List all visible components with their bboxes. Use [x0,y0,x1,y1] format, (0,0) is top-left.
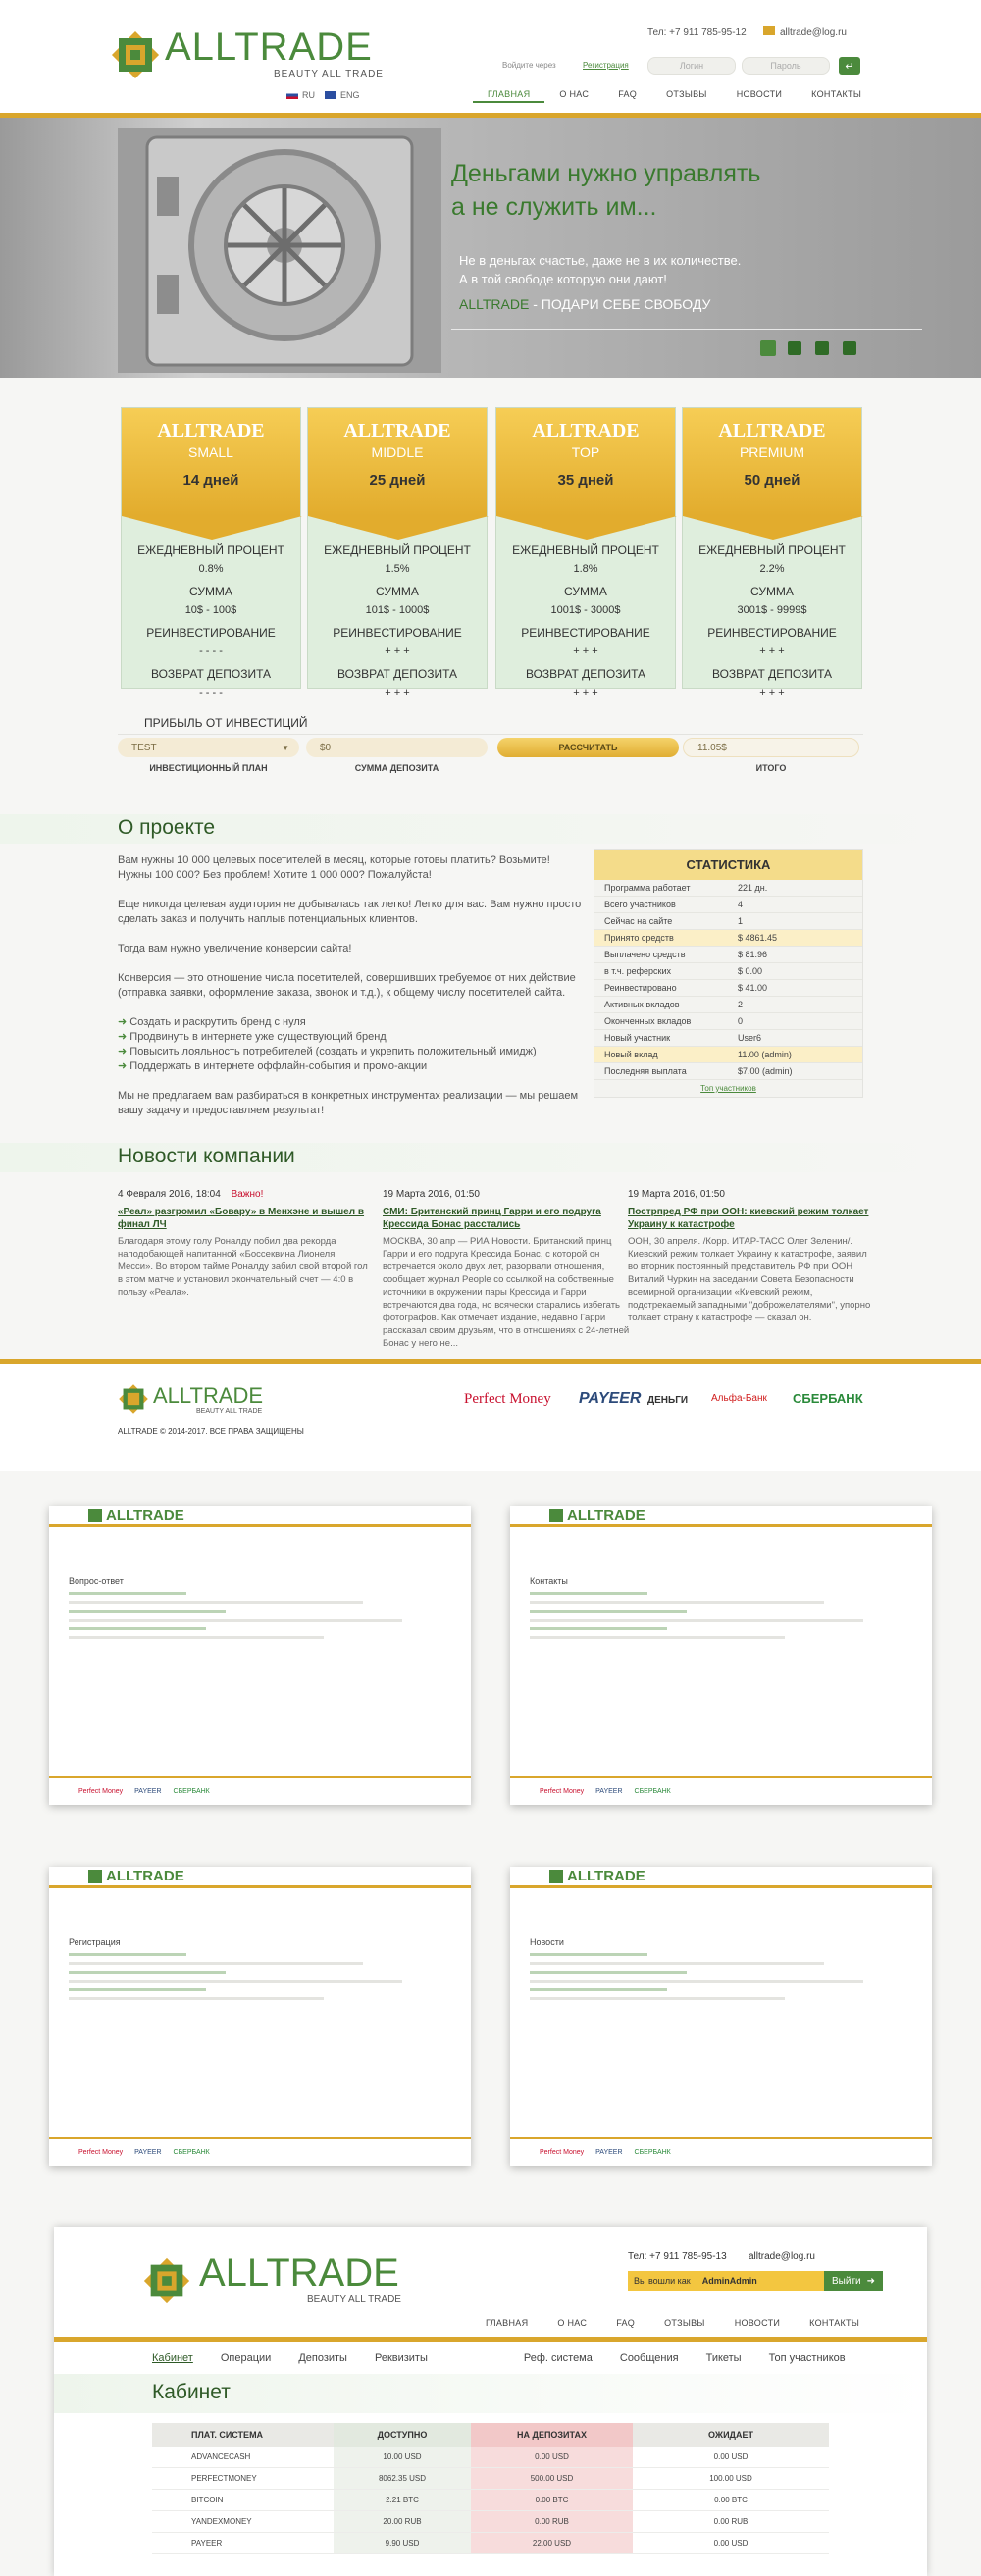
cell-system: BITCOIN [191,2496,224,2504]
mini-line [69,1627,206,1630]
site-header [0,0,981,113]
plan-days: 25 дней [369,472,426,489]
stats-row [594,1013,862,1030]
stats-key: Всего участников [604,900,676,909]
plan-percent-label: ЕЖЕДНЕВНЫЙ ПРОЦЕНТ [698,543,846,557]
slider-dot-4[interactable] [843,341,856,355]
mini-page-preview[interactable] [49,1506,471,1805]
plan-days: 50 дней [744,472,800,489]
hero-slogan [459,296,710,312]
cell-system: ADVANCECASH [191,2452,251,2461]
mini-line [530,1962,824,1965]
cell-available: 9.90 USD [334,2533,471,2553]
news-body: Благодаря этому голу Роналду побил два рекорда наподобающей напитанной «Боссеквина Лионеля Месси». Во втором тайме Роналду забил свой второй гол в этом матче и установил окончательный счет — 4:0 в пользу «Реала». [118,1236,368,1298]
about-p3: Тогда вам нужно увеличение конверсии сайта! [118,943,352,954]
alfabank-logo[interactable]: Альфа-Банк [711,1393,767,1404]
hero-subline-2: А в той свободе которую они дают! [459,272,667,286]
plan-sum: 10$ - 100$ [184,604,237,616]
mini-title: Регистрация [69,1937,121,1947]
mini-payment: СБЕРБАНК [634,1788,671,1795]
stats-row [594,1047,862,1063]
mini-line [530,1627,667,1630]
lang-switch[interactable] [286,90,360,100]
col-system: ПЛАТ. СИСТЕМА [191,2430,264,2440]
plan-return-label: ВОЗВРАТ ДЕПОЗИТА [525,667,646,681]
tab-cabinet[interactable]: Кабинет [152,2352,193,2364]
mini-footer [49,2137,471,2166]
stats-value: 221 дн. [738,883,768,893]
plan-select-value: TEST [131,742,157,753]
stats-row [594,880,862,897]
cell-deposits: 500.00 USD [471,2468,633,2489]
plan-label: ИНВЕСТИЦИОННЫЙ ПЛАН [149,763,268,773]
plan-sum-label: СУММА [750,585,794,598]
mini-payment: СБЕРБАНК [173,1788,210,1795]
about-p4: Конверсия — это отношение числа посетителей, совершивших требуемое от них действие (отправка заявки, оформление заказа, звонок и т.д.), к общему числу посетителей сайта. [118,972,576,999]
plan-return: + + + [573,687,598,698]
tab-referral[interactable]: Реф. система [523,2352,593,2364]
plan-reinvest-label: РЕИНВЕСТИРОВАНИЕ [146,626,276,640]
cell-available: 20.00 RUB [334,2511,471,2532]
cabinet-nav [471,2318,874,2328]
stats-value: $ 81.96 [738,950,768,959]
plan-card [121,407,301,698]
news-item [383,1189,633,1350]
plan-card [307,407,488,698]
plan-card [682,407,862,698]
plan-level: MIDDLE [371,444,424,460]
stats-row [594,947,862,963]
mini-line [69,1962,363,1965]
cell-system: PAYEER [191,2539,223,2548]
stats-row [594,1030,862,1047]
plan-reinvest: + + + [385,645,410,657]
plan-percent-label: ЕЖЕДНЕВНЫЙ ПРОЦЕНТ [324,543,471,557]
cabinet-title: Кабинет [152,2381,231,2403]
mini-line [530,1619,863,1622]
news-body: МОСКВА, 30 апр — РИА Новости. Британский принц Гарри и его подруга Крессида Бонас, с которой он встречается около двух лет, разорвали отношения, сообщает журнал People со ссылкой на собственные источники в окружении пары Крессида и Гарри встречаются два года, но всячески старались избегать фотографов. Как отмечает издание, недавно Гарри рассказал своим друзьям, что в отношениях с 24-летней Бонас у него не... [383,1236,630,1349]
mini-page-preview[interactable] [510,1506,932,1805]
login-input[interactable]: Логин [647,57,736,75]
plan-days: 35 дней [557,472,614,489]
plan-percent: 2.2% [759,563,785,575]
mini-line [69,1997,324,2000]
uk-flag-icon [325,91,336,99]
mini-footer [49,1776,471,1805]
plan-level: TOP [571,444,600,460]
cabinet-phone: Тел: +7 911 785-95-13 [628,2251,727,2262]
table-row [152,2533,829,2554]
mini-line [69,1988,206,1991]
nav-item-news[interactable]: НОВОСТИ [736,89,783,99]
plan-percent-label: ЕЖЕДНЕВНЫЙ ПРОЦЕНТ [512,543,659,557]
cell-available: 2.21 BTC [334,2490,471,2510]
plan-return-label: ВОЗВРАТ ДЕПОЗИТА [150,667,272,681]
stats-row [594,1063,862,1080]
stats-value: $ 4861.45 [738,933,778,943]
plan-return-label: ВОЗВРАТ ДЕПОЗИТА [336,667,458,681]
mini-line [69,1953,186,1956]
sum-label: СУММА ДЕПОЗИТА [354,763,439,773]
news-body: ООН, 30 апреля. /Корр. ИТАР-ТАСС Олег Зеленин/. Киевский режим толкает Украину к катастрофе, заявил во вторник постоянный представитель РФ при ООН Виталий Чуркин на заседании Совета Безопасности всемирной организации «Киевский режим, подстрекаемый западными "доброжелателями", упорно толкает страну к катастрофе — сказал он. [628,1236,871,1323]
cab-nav-about[interactable]: О НАС [557,2318,588,2328]
plan-return: + + + [385,687,410,698]
mini-footer [510,1776,932,1805]
perfectmoney-logo[interactable]: Perfect Money [464,1391,551,1407]
plan-sum: 101$ - 1000$ [365,604,430,616]
stats-row [594,913,862,930]
mini-logo-icon [549,1870,563,1883]
calc-divider [118,734,863,735]
mini-payment: PAYEER [595,2149,623,2156]
copyright: ALLTRADE © 2014-2017. ВСЕ ПРАВА ЗАЩИЩЕНЫ [118,1427,304,1436]
mini-line [530,1988,667,1991]
mini-line [69,1636,324,1639]
mini-header [510,1506,932,1527]
plan-percent: 1.8% [573,563,598,575]
plan-header [683,408,861,516]
hero-slogan-text: - ПОДАРИ СЕБЕ СВОБОДУ [529,296,711,312]
calculate-button[interactable]: РАССЧИТАТЬ [497,738,679,757]
mini-line [69,1980,402,1983]
stats-value: 4 [738,900,744,909]
mini-logo-icon [88,1870,102,1883]
cell-pending: 0.00 USD [713,2452,749,2461]
user-box: Вы вошли как AdminAdmin [628,2271,824,2291]
stats-key: Принято средств [604,933,674,943]
mini-payment: Perfect Money [78,2149,124,2156]
cell-available: 8062.35 USD [334,2468,471,2489]
stats-value: 0 [738,1016,744,1026]
hero-subline-1: Не в деньгах счастье, даже не в их количестве. [459,253,742,268]
stats-key: Программа работает [604,883,691,893]
stats-title: СТАТИСТИКА [594,850,862,880]
stats-value: $ 41.00 [738,983,768,993]
stats-key: Новый вклад [604,1050,658,1059]
about-p1: Вам нужны 10 000 целевых посетителей в месяц, которые готовы платить? Возьмите! Нужны 100 000? Без проблем! Хотите 1 000 000? Пожалуйста! [118,854,550,881]
mini-line [69,1610,226,1613]
nav-item-faq[interactable]: FAQ [618,89,638,99]
mini-line [69,1619,402,1622]
cell-system: PERFECTMONEY [191,2474,257,2483]
nav-item-reviews[interactable]: ОТЗЫВЫ [666,89,707,99]
news-badge: Важно! [231,1189,264,1200]
table-row [152,2490,829,2511]
mini-logo: ALLTRADE [106,1868,184,1884]
arrow-right-icon: ➜ [866,2275,875,2287]
mini-title: Контакты [530,1576,568,1586]
mail-icon [763,26,775,35]
header-email[interactable]: alltrade@log.ru [780,27,847,38]
mini-payment: Perfect Money [78,1788,124,1795]
stats-value: User6 [738,1033,762,1043]
slider-dot-1[interactable] [760,340,776,356]
mini-payment: PAYEER [595,1788,623,1795]
tab-tickets[interactable]: Тикеты [705,2352,742,2364]
stats-row [594,897,862,913]
plan-level: SMALL [188,444,233,460]
hero-slogan-brand: ALLTRADE [459,296,530,312]
plan-reinvest: - - - - [199,645,223,657]
top-members-link[interactable]: Топ участников [700,1084,756,1093]
about-bullet: ➜ Поддержать в интернете оффлайн-события и промо-акции [118,1060,428,1072]
col-pending: ОЖИДАЕТ [708,2430,753,2440]
header-phone: Тел: +7 911 785-95-12 [647,27,747,38]
mini-line [530,1592,647,1595]
plan-reinvest: + + + [573,645,598,657]
cabinet-email[interactable]: alltrade@log.ru [749,2251,815,2262]
calc-title: ПРИБЫЛЬ ОТ ИНВЕСТИЦИЙ [144,716,308,730]
password-input[interactable]: Пароль [742,57,830,75]
cabinet-tagline: BEAUTY ALL TRADE [307,2294,401,2305]
slider-dot-3[interactable] [815,341,829,355]
stats-panel [594,849,863,1098]
stats-key: Оконченных вкладов [604,1016,692,1026]
mini-title: Новости [530,1937,564,1947]
stats-value: 11.00 (admin) [738,1050,792,1059]
about-bullets [118,1015,584,1074]
news-headline[interactable]: Пострпред РФ при ООН: киевский режим толкает Украину к катастрофе [628,1207,869,1230]
cell-pending: 0.00 BTC [714,2496,748,2504]
mini-line [530,1610,687,1613]
cab-nav-news[interactable]: НОВОСТИ [734,2318,781,2328]
cabinet-divider [54,2337,927,2342]
stats-key: Активных вкладов [604,1000,680,1009]
cab-nav-faq[interactable]: FAQ [616,2318,636,2328]
table-row [152,2447,829,2468]
news-date: 4 Февраля 2016, 18:04 Важно! [118,1189,264,1200]
payeer-logo[interactable]: PAYEER [579,1390,642,1407]
mini-line [69,1601,363,1604]
stats-value: 2 [738,1000,744,1009]
mini-logo-icon [549,1509,563,1522]
total-label: ИТОГО [755,763,787,773]
logo-text[interactable]: ALLTRADE [165,26,373,69]
site-footer [0,1364,981,1471]
cab-nav-reviews[interactable]: ОТЗЫВЫ [664,2318,705,2328]
mini-line [69,1592,186,1595]
cell-pending: 0.00 USD [713,2539,749,2548]
cab-nav-contacts[interactable]: КОНТАКТЫ [809,2318,860,2328]
plan-reinvest-label: РЕИНВЕСТИРОВАНИЕ [707,626,837,640]
cabinet-logo-icon [142,2256,191,2305]
yandex-money-logo[interactable]: ДЕНЬГИ [647,1395,689,1406]
vault-door-image [118,128,441,373]
plan-card [495,407,676,698]
main-nav [473,89,876,103]
plan-reinvest: + + + [759,645,785,657]
plan-days: 14 дней [182,472,239,489]
plan-reinvest-label: РЕИНВЕСТИРОВАНИЕ [521,626,650,640]
hero-headline-2: а не служить им... [451,193,657,221]
logo-tagline: BEAUTY ALL TRADE [274,69,384,79]
footer-logo-icon [118,1383,149,1415]
plan-level: PREMIUM [739,444,805,460]
mini-line [530,1980,863,1983]
table-header [152,2423,829,2447]
plan-brand: ALLTRADE [157,420,265,441]
mini-payment: PAYEER [134,2149,162,2156]
stats-key: Реинвестировано [604,983,677,993]
about-title: О проекте [118,816,216,839]
stats-row [594,997,862,1013]
mini-payment: PAYEER [134,1788,162,1795]
plan-percent: 0.8% [198,563,224,575]
deposit-sum-input[interactable]: $0 [306,738,488,757]
about-bullet: ➜ Повысить лояльность потребителей (создать и укрепить положительный имидж) [118,1046,537,1057]
cell-system: YANDEXMONEY [191,2517,252,2526]
plan-brand: ALLTRADE [532,420,640,441]
mini-title: Вопрос-ответ [69,1576,124,1586]
plan-sum: 1001$ - 3000$ [550,604,621,616]
hero-banner [0,118,981,378]
tab-deposits[interactable]: Депозиты [298,2352,347,2364]
mini-logo: ALLTRADE [567,1868,645,1884]
col-deposits: НА ДЕПОЗИТАХ [471,2423,633,2447]
login-prompt: Войдите через [502,61,556,70]
cell-pending: 0.00 RUB [713,2517,749,2526]
about-bullet: ➜ Продвинуть в интернете уже существующий бренд [118,1031,387,1043]
col-available: ДОСТУПНО [334,2423,471,2447]
mini-payment: СБЕРБАНК [173,2149,210,2156]
login-button[interactable] [839,57,860,75]
stats-value: 1 [738,916,744,926]
balance-table [152,2423,829,2554]
tab-operations[interactable]: Операции [220,2352,272,2364]
stats-row [594,930,862,947]
total-output: 11.05$ [683,738,859,757]
table-row [152,2511,829,2533]
mini-logo-icon [88,1509,102,1522]
mini-footer [510,2137,932,2166]
username: AdminAdmin [701,2276,757,2286]
mini-payment: Perfect Money [540,1788,585,1795]
stats-key: Последняя выплата [604,1066,687,1076]
cell-deposits: 0.00 USD [471,2447,633,2467]
stats-value: $ 0.00 [738,966,763,976]
plan-brand: ALLTRADE [343,420,451,441]
stats-row [594,963,862,980]
plan-header [496,408,675,516]
about-p5: Мы не предлагаем вам разбираться в конкретных инструментах реализации — мы решаем вашу задачу и предоставляем результат! [118,1090,579,1116]
lang-ru[interactable]: RU [302,90,315,100]
news-title: Новости компании [118,1145,295,1167]
plan-return-label: ВОЗВРАТ ДЕПОЗИТА [711,667,833,681]
plan-reinvest-label: РЕИНВЕСТИРОВАНИЕ [333,626,462,640]
tab-requisites[interactable]: Реквизиты [374,2352,428,2364]
enter-icon: ↵ [845,60,854,73]
plan-return: - - - - [199,687,223,698]
mini-line [530,1601,824,1604]
register-link[interactable]: Регистрация [583,61,629,70]
cell-available: 10.00 USD [334,2447,471,2467]
slider-dot-2[interactable] [788,341,801,355]
about-p2: Еще никогда целевая аудитория не добывалась так легко! Легко для вас. Вам нужно просто сделать заказ и получить наплыв потенциальных клиентов. [118,899,582,925]
plan-percent: 1.5% [385,563,410,575]
plan-sum-label: СУММА [189,585,232,598]
logout-button[interactable]: Выйти ➜ [824,2271,883,2291]
mini-payment: Perfect Money [540,2149,585,2156]
mini-payment: СБЕРБАНК [634,2149,671,2156]
plan-header [122,408,300,516]
news-item [118,1189,368,1299]
mini-header [510,1867,932,1888]
nav-item-contacts[interactable]: КОНТАКТЫ [811,89,862,99]
sberbank-logo[interactable]: СБЕРБАНК [793,1391,863,1406]
cell-deposits: 0.00 BTC [471,2490,633,2510]
news-date: 19 Марта 2016, 01:50 [628,1189,725,1200]
mini-logo: ALLTRADE [567,1507,645,1523]
mini-line [69,1971,226,1974]
cell-deposits: 22.00 USD [471,2533,633,2553]
mini-line [530,1997,785,2000]
hero-headline-1: Деньгами нужно управлять [451,160,761,187]
mini-line [530,1636,785,1639]
news-headline[interactable]: СМИ: Британский принц Гарри и его подруга Крессида Бонас расстались [383,1207,601,1230]
logo-emblem-icon [110,29,161,80]
mini-line [530,1953,647,1956]
stats-key: Сейчас на сайте [604,916,673,926]
stats-row [594,980,862,997]
plan-header [308,408,487,516]
ru-flag-icon [286,91,298,99]
news-item [628,1189,878,1324]
plan-percent-label: ЕЖЕДНЕВНЫЙ ПРОЦЕНТ [137,543,284,557]
cabinet-tabs [152,2352,873,2364]
lang-eng[interactable]: ENG [340,90,360,100]
nav-item-about[interactable]: О НАС [559,89,590,99]
plan-return: + + + [759,687,785,698]
mini-logo: ALLTRADE [106,1507,184,1523]
tab-top[interactable]: Топ участников [768,2352,846,2364]
nav-item-home[interactable]: ГЛАВНАЯ [473,89,544,103]
stats-key: в т.ч. реферских [604,966,671,976]
cell-deposits: 0.00 RUB [471,2511,633,2532]
plan-sum-label: СУММА [376,585,419,598]
news-date: 19 Марта 2016, 01:50 [383,1189,480,1200]
mini-header [49,1506,471,1527]
cabinet-logo-text[interactable]: ALLTRADE [199,2251,399,2294]
stats-key: Новый участник [604,1033,671,1043]
footer-logo-text[interactable]: ALLTRADE [153,1383,264,1408]
mini-page-preview[interactable] [49,1867,471,2166]
plan-select[interactable] [118,738,299,757]
news-headline[interactable]: «Реал» разгромил «Бовару» в Менхэне и вышел в финал ЛЧ [118,1207,365,1230]
about-text [118,853,584,1118]
mini-line [530,1971,687,1974]
plan-sum: 3001$ - 9999$ [737,604,807,616]
mini-page-preview[interactable] [510,1867,932,2166]
cabinet-preview [54,2227,927,2576]
plan-brand: ALLTRADE [718,420,826,441]
about-bullet: ➜ Создать и раскрутить бренд с нуля [118,1016,306,1028]
mini-header [49,1867,471,1888]
plan-sum-label: СУММА [564,585,607,598]
chevron-down-icon: ▼ [282,743,289,752]
stats-key: Выплачено средств [604,950,686,959]
cell-pending: 100.00 USD [709,2474,752,2483]
stats-value: $7.00 (admin) [738,1066,793,1076]
cab-nav-home[interactable]: ГЛАВНАЯ [486,2318,529,2328]
footer-tagline: BEAUTY ALL TRADE [196,1408,263,1415]
tab-messages[interactable]: Сообщения [619,2352,679,2364]
table-row [152,2468,829,2490]
hero-divider [451,329,922,330]
